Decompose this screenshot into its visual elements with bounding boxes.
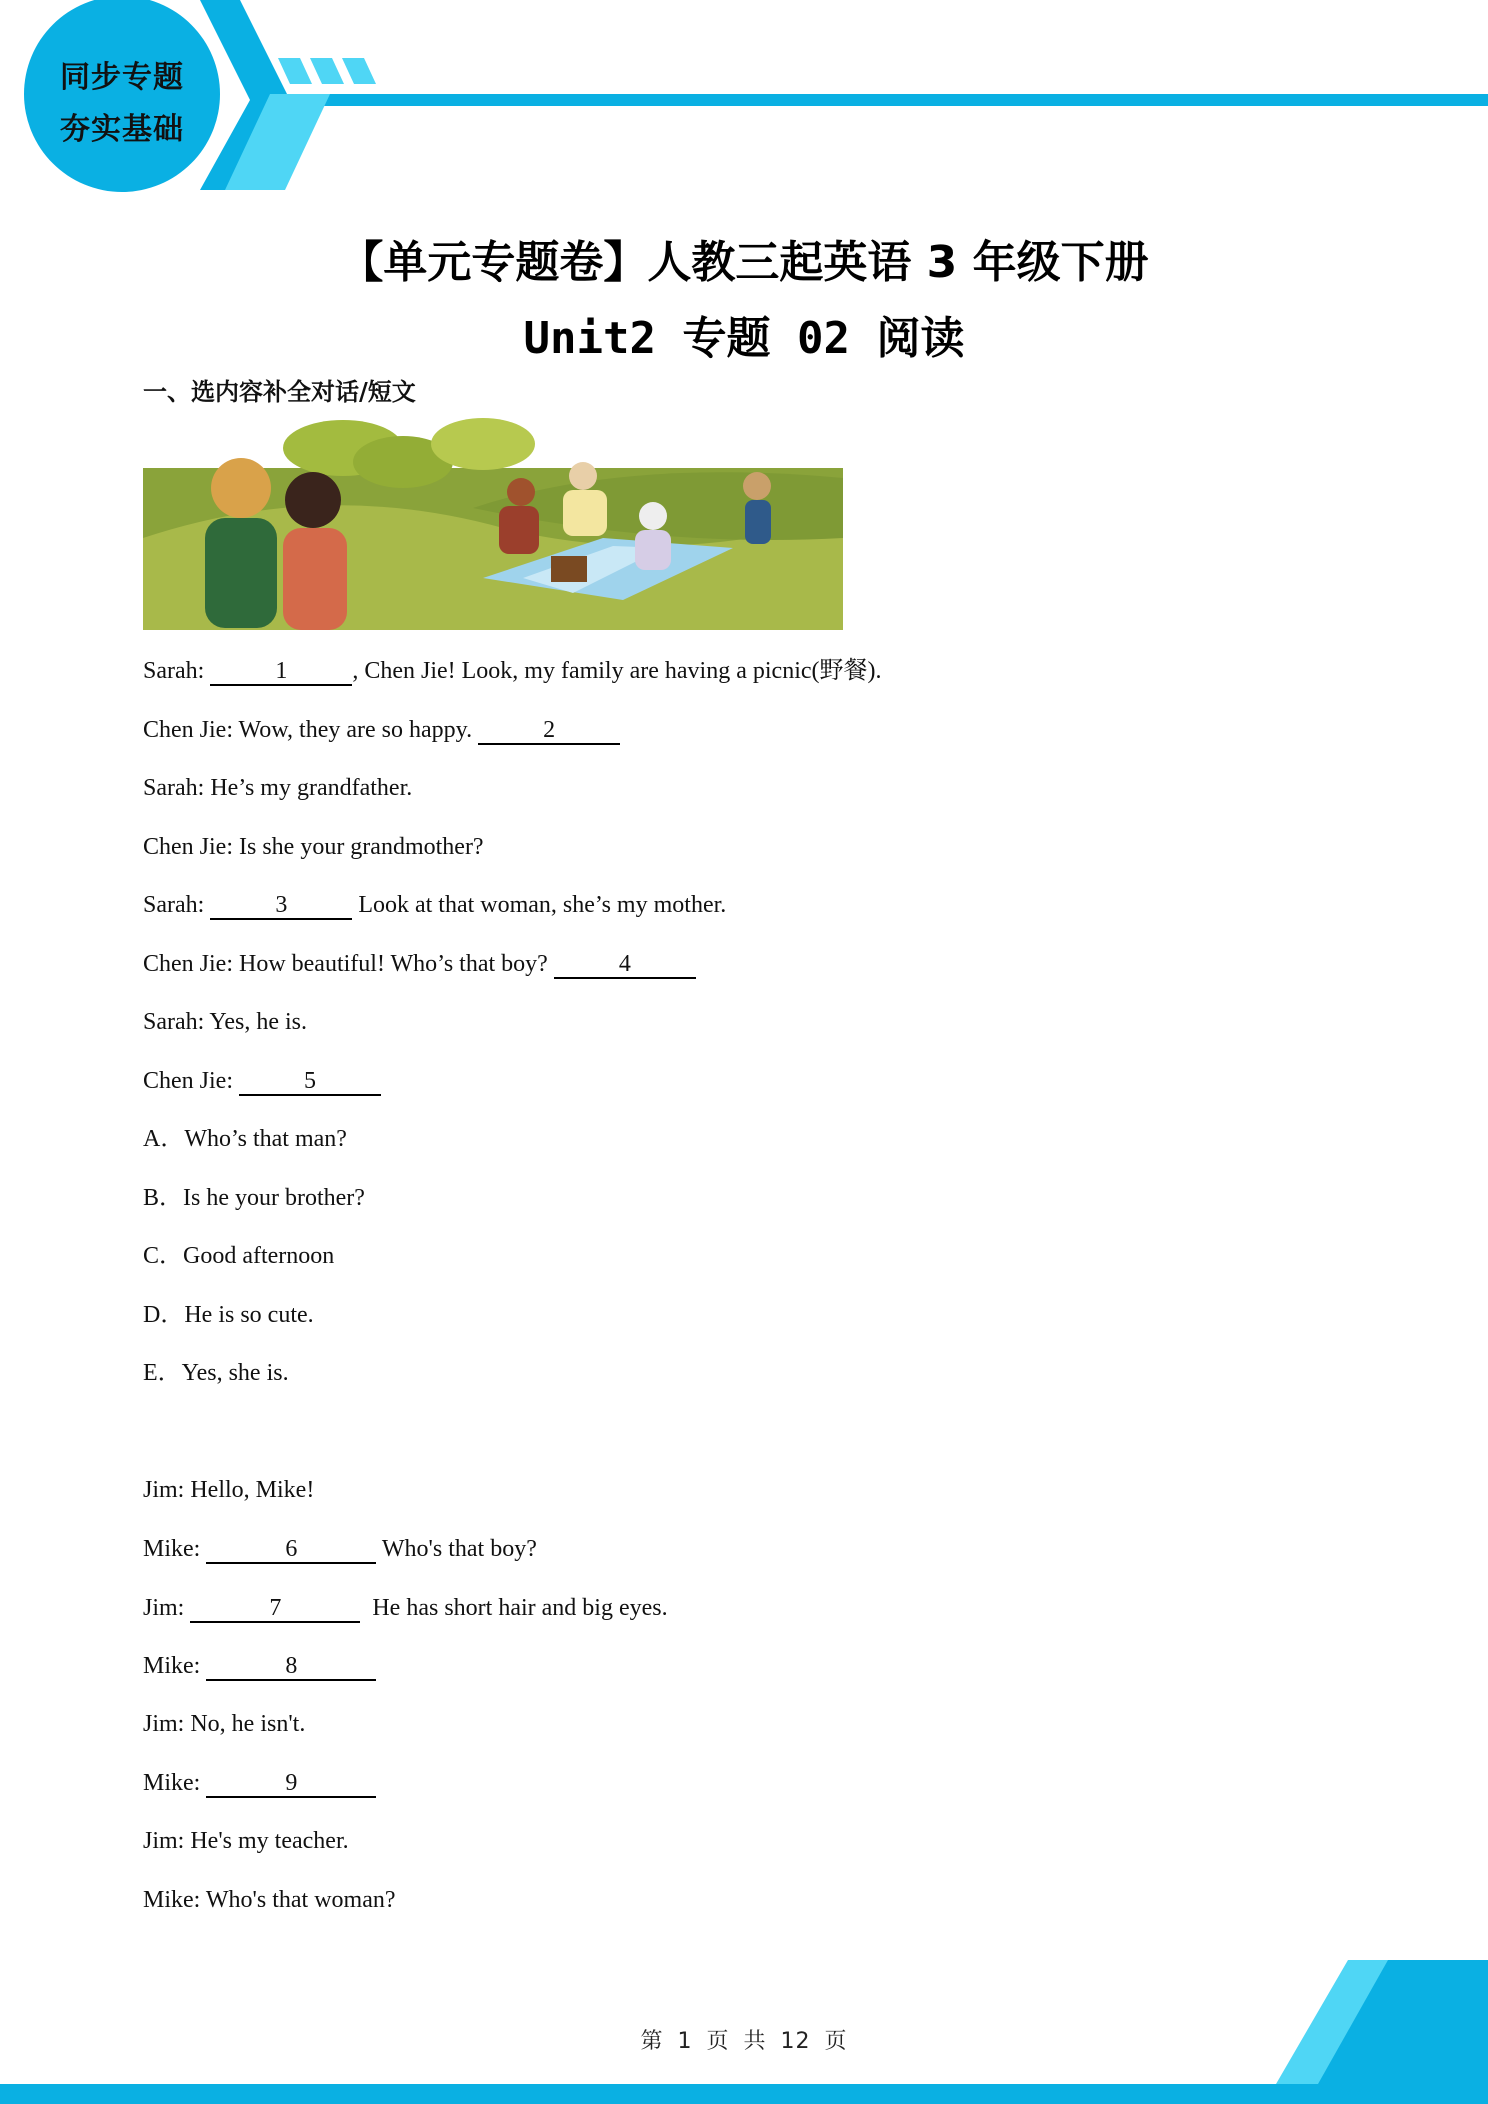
- dialogue2-line-7: Jim: He's my teacher.: [143, 1828, 349, 1854]
- dash-2: [310, 58, 344, 84]
- dialogue-line-4: Chen Jie: Is she your grandmother?: [143, 834, 484, 860]
- answer-blank-6[interactable]: 6: [206, 1536, 376, 1564]
- answer-blank-9[interactable]: 9: [206, 1770, 376, 1798]
- option-a: A．Who’s that man?: [143, 1126, 347, 1152]
- badge-line-1: 同步专题: [60, 60, 184, 95]
- dialogue2-line-4: Mike: 8: [143, 1651, 376, 1681]
- tree-right-shape: [431, 418, 535, 470]
- dialogue-line-5: Sarah: 3 Look at that woman, she’s my mother.: [143, 892, 727, 918]
- option-b: B．Is he your brother?: [143, 1185, 365, 1211]
- dialogue-line-1: Sarah: 1 , Chen Jie! Look, my family are having a picnic(野餐).: [143, 658, 882, 684]
- option-d: D．He is so cute.: [143, 1302, 314, 1328]
- page-number: 第 1 页 共 12 页: [640, 2029, 848, 2054]
- dialogue2-line-5: Jim: No, he isn't.: [143, 1711, 306, 1737]
- basket-shape: [551, 556, 587, 582]
- dialogue2-line-6: Mike: 9: [143, 1768, 376, 1798]
- dialogue-line-7: Sarah: Yes, he is.: [143, 1009, 308, 1035]
- document-subtitle: Unit2 专题 02 阅读: [523, 313, 965, 364]
- header-banner: [0, 0, 1488, 200]
- answer-blank-2[interactable]: 2: [478, 717, 620, 745]
- dialogue2-line-1: Jim: Hello, Mike!: [143, 1477, 315, 1503]
- document-title: 【单元专题卷】人教三起英语 3 年级下册: [339, 237, 1149, 288]
- dash-1: [278, 58, 312, 84]
- footer-stripe: [0, 2084, 1488, 2104]
- answer-blank-5[interactable]: 5: [239, 1068, 381, 1096]
- header-badge-circle: [24, 0, 220, 192]
- dialogue-line-8: Chen Jie: 5: [143, 1066, 381, 1096]
- dialogue2-line-8: Mike: Who's that woman?: [143, 1887, 396, 1913]
- option-c: C．Good afternoon: [143, 1243, 335, 1269]
- answer-blank-8[interactable]: 8: [206, 1653, 376, 1681]
- dialogue-line-2: Chen Jie: Wow, they are so happy. 2: [143, 715, 620, 745]
- dialogue2-line-3: Jim: 7 He has short hair and big eyes.: [143, 1595, 668, 1621]
- dialogue-line-3: Sarah: He’s my grandfather.: [143, 775, 413, 801]
- answer-blank-4[interactable]: 4: [554, 951, 696, 979]
- option-e: E．Yes, she is.: [143, 1360, 289, 1386]
- footer-banner: [0, 1940, 1488, 2104]
- dialogue2-line-2: Mike: 6 Who's that boy?: [143, 1536, 537, 1562]
- badge-line-2: 夯实基础: [60, 112, 184, 147]
- dash-3: [342, 58, 376, 84]
- dialogue-line-6: Chen Jie: How beautiful! Who’s that boy? 4: [143, 949, 696, 979]
- header-stripe: [250, 94, 1488, 106]
- section-heading: 一、选内容补全对话/短文: [143, 377, 416, 406]
- answer-blank-3[interactable]: 3: [210, 892, 352, 920]
- answer-blank-1[interactable]: 1: [210, 658, 352, 686]
- picnic-illustration: [143, 418, 843, 630]
- answer-blank-7[interactable]: 7: [190, 1595, 360, 1623]
